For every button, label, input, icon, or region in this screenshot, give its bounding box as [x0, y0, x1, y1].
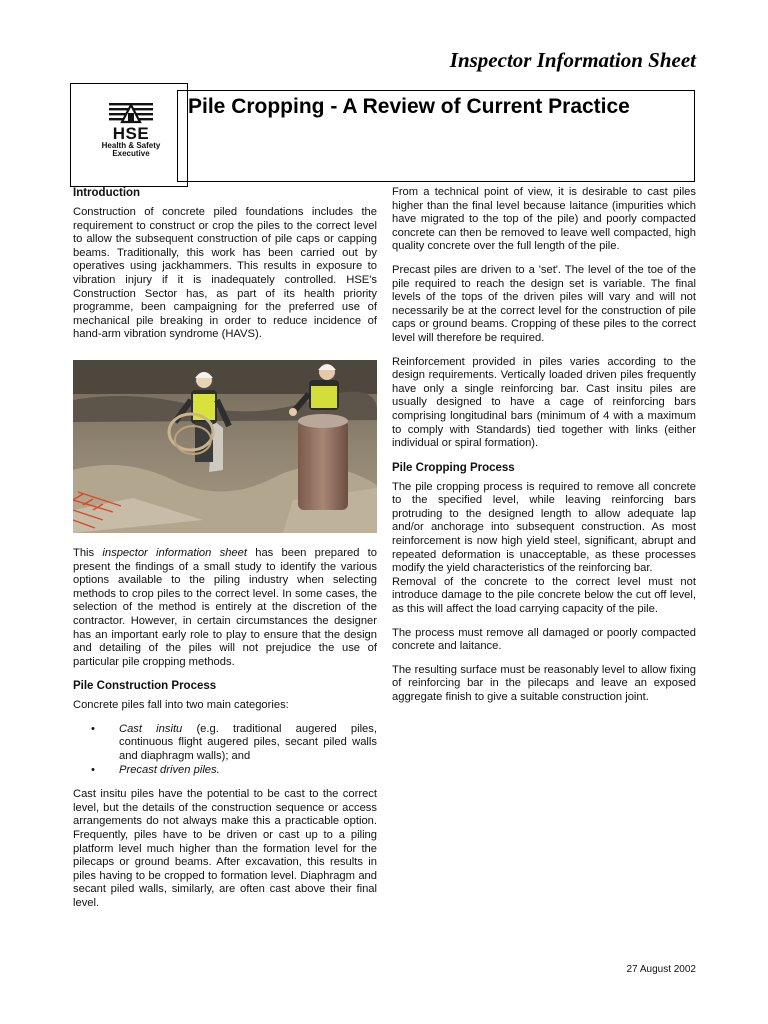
crop-paragraph-3: The process must remove all damaged or poorly compacted concrete and laitance.	[392, 626, 696, 653]
crop-paragraph-1: The pile cropping process is required to remove all concrete to the specified level, while leaving reinforcing bars protruding to the designed length to allow adequate lap and/or anchorage into subsequent construction. As most reinforcement is now high yield steel, significant, abrupt and repeated deformation is unacceptable, as these processes modify the yield characteristics of the reinforcing bar.	[392, 480, 696, 575]
pile-categories-list	[73, 723, 377, 777]
pile-cropping-photo	[73, 360, 377, 533]
pcp-paragraph-3: From a technical point of view, it is desirable to cast piles higher than the final level because laitance (impurities which have migrated to the top of the pile) and poorly compacted concrete can then be removed to leave well compacted, high quality concrete over the full length of the pile.	[392, 186, 696, 253]
intro-paragraph-1: Construction of concrete piled foundations includes the requirement to construct or crop the piles to the correct level to allow the subsequent construction of pile caps or capping beams. Traditionally, this work has been carried out by operatives using jackhammers. This results in exposure to vibration injury if it is inadequately controlled. HSE's Construction Sector has, as part of its health priority programme, been campaigning for the preferred use of mechanical pile breaking in order to reduce incidence of hand-arm vibration syndrome (HAVS).	[73, 206, 377, 341]
logo-line2: Executive	[112, 149, 150, 158]
logo-abbr: HSE	[112, 124, 150, 143]
introduction-heading: Introduction	[73, 187, 141, 199]
pile-construction-heading: Pile Construction Process	[73, 680, 217, 693]
pile-cropping-heading: Pile Cropping Process	[392, 461, 515, 474]
hse-logo	[70, 83, 188, 187]
pcp-paragraph-2: Cast insitu piles have the potential to be cast to the correct level, but the details of the construction sequence or access arrangements do not always make this a practicable option. Frequently, piles have to be driven or cast up to a piling platform level much higher than the formation level for the pilecaps or ground beams. After excavation, this results in piles having to be cropped to formation level. Diaphragm and secant piled walls, similarly, are often cast above their final level.	[73, 788, 377, 909]
logo-line1: Health & Safety	[101, 141, 161, 150]
sheet-title: Inspector Information Sheet	[449, 48, 696, 72]
pcp-paragraph-4: Precast piles are driven to a 'set'. The level of the toe of the pile required to reach the design set is variable. The final levels of the tops of the driven piles will vary and will not necessarily be at the correct level for the construction of pile caps or ground beams. Cropping of these piles to the correct level will therefore be required.	[392, 263, 696, 344]
left-column	[73, 186, 377, 921]
right-column	[392, 186, 696, 715]
pcp-paragraph-1: Concrete piles fall into two main categories:	[73, 699, 289, 712]
title-box	[177, 90, 695, 182]
crop-paragraph-2: Removal of the concrete to the correct level must not introduce damage to the pile concrete below the cut off level, as this will affect the load carrying capacity of the pile.	[392, 575, 696, 616]
list-item: • Cast insitu (e.g. traditional augered piles, continuous flight augered piles, secant piled walls and diaphragm walls); and	[119, 723, 377, 764]
pcp-paragraph-5: Reinforcement provided in piles varies according to the design requirements. Vertically loaded driven piles frequently have only a single reinforcing bar. Cast insitu piles are usually designed to have a cage of reinforcing bars comprising longitudinal bars (minimum of 4 with a maximum to comply with Standards) tied together with links (either individual or spiral formation).	[392, 355, 696, 450]
intro-paragraph-2: This inspector information sheet has been prepared to present the findings of a small study to identify the various options available to the piling industry when selecting methods to crop piles to the correct level. In some cases, the selection of the method is entirely at the discretion of the contractor. However, in certain circumstances the designer has an important early role to play to ensure that the design and detailing of the piles will not prejudice the use of particular pile cropping methods.	[73, 546, 377, 668]
hse-emblem-icon	[109, 102, 153, 124]
footer-date: 27 August 2002	[626, 964, 696, 975]
page-title: Pile Cropping - A Review of Current Practice	[188, 95, 630, 118]
list-item: • Precast driven piles.	[119, 764, 377, 778]
crop-paragraph-4: The resulting surface must be reasonably level to allow fixing of reinforcing bar in the pilecaps and leave an exposed aggregate finish to give a suitable construction joint.	[392, 663, 696, 703]
